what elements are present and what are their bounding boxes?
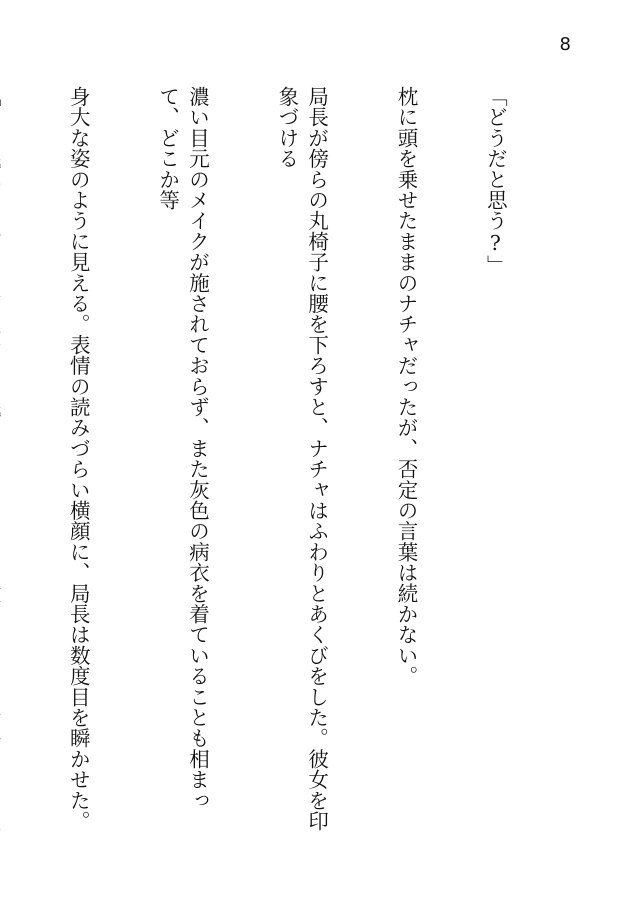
text-line: 身大な姿のように見える。表情の読みづらい横顔に、局長は数度目を瞬かせた。 bbox=[66, 86, 91, 832]
text-line: 「どうだと思う?」 bbox=[483, 86, 508, 276]
body-text bbox=[49, 86, 569, 846]
text-line: 濃い目元のメイクが施されておらず、また灰色の病衣を着ていることも相まって、どこか等 bbox=[155, 86, 210, 811]
text-line bbox=[0, 86, 3, 846]
page-number: 8 bbox=[559, 34, 571, 55]
text-line: 枕に頭を乗せたままのナチャだったが、否定の言葉は続かない。 bbox=[394, 86, 419, 687]
text-line: 局長が傍らの丸椅子に腰を下ろすと、ナチャはふわりとあくびをした。彼女を印象づける bbox=[274, 86, 329, 832]
